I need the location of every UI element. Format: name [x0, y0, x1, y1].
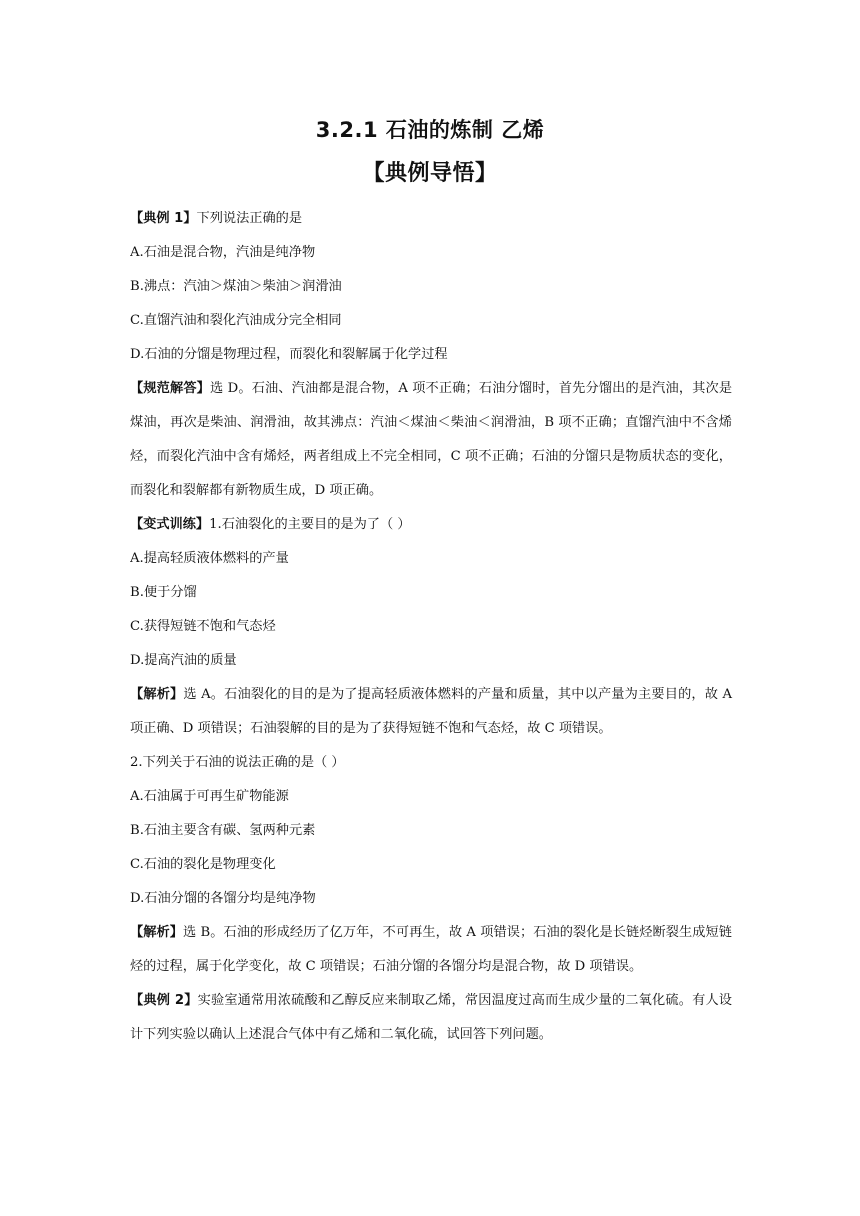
example-1-option-b: B.沸点：汽油＞煤油＞柴油＞润滑油 — [130, 279, 342, 294]
example-1-answer — [130, 372, 732, 508]
training-q2-analysis — [130, 916, 732, 984]
example-1-answer-label: 【规范解答】 — [130, 381, 210, 396]
training-q2-option-b: B.石油主要含有碳、氢两种元素 — [130, 823, 316, 838]
example-1-option-d: D.石油的分馏是物理过程，而裂化和裂解属于化学过程 — [130, 347, 448, 362]
training-label: 【变式训练】 — [130, 517, 210, 532]
training-q2-option-c: C.石油的裂化是物理变化 — [130, 857, 276, 872]
example-2-text — [130, 984, 732, 1052]
training-q1-analysis-label: 【解析】 — [130, 687, 184, 702]
example-2-body: 实验室通常用浓硫酸和乙醇反应来制取乙烯，常因温度过高而生成少量的二氧化硫。有人设计下列实验以确认上述混合气体中有乙烯和二氧化硫，试回答下列问题。 — [130, 993, 732, 1042]
training-q2-option-d: D.石油分馏的各馏分均是纯净物 — [130, 891, 316, 906]
training-q1-option-a: A.提高轻质液体燃料的产量 — [130, 551, 289, 566]
training-q1-question — [130, 508, 732, 542]
example-1-label: 【典例 1】 — [130, 211, 197, 226]
training-q1-option-b: B.便于分馏 — [130, 585, 197, 600]
training-q1-option-d: D.提高汽油的质量 — [130, 653, 237, 668]
training-q1-analysis — [130, 678, 732, 746]
training-q1-question-text: 1.石油裂化的主要目的是为了（ ） — [209, 517, 411, 532]
example-1-answer-text: 选 D。石油、汽油都是混合物，A 项不正确；石油分馏时，首先分馏出的是汽油，其次是煤油，再次是柴油、润滑油，故其沸点：汽油＜煤油＜柴油＜润滑油，B 项不正确；直馏汽油中不含烯烃，而裂化汽油中含有烯烃，两者组成上不完全相同，C 项不正确；石油的分馏只是物质状态的变化，而裂化和裂解都有新物质生成，D 项正确。 — [130, 381, 733, 498]
training-q2-option-a: A.石油属于可再生矿物能源 — [130, 789, 289, 804]
training-q2-question: 2.下列关于石油的说法正确的是（ ） — [130, 755, 345, 770]
example-1-question-text: 下列说法正确的是 — [196, 211, 303, 226]
example-1-option-a: A.石油是混合物，汽油是纯净物 — [130, 245, 316, 260]
training-q1-analysis-text: 选 A。石油裂化的目的是为了提高轻质液体燃料的产量和质量，其中以产量为主要目的，故 A 项正确、D 项错误；石油裂解的目的是为了获得短链不饱和气态烃，故 C 项错误。 — [130, 687, 732, 736]
example-2-label: 【典例 2】 — [130, 993, 198, 1008]
example-1-question — [130, 202, 732, 236]
document-title: 3.2.1 石油的炼制 乙烯 — [315, 118, 545, 142]
training-q2-analysis-label: 【解析】 — [130, 925, 184, 940]
document-body — [130, 202, 732, 1052]
training-q1-option-c: C.获得短链不饱和气态烃 — [130, 619, 276, 634]
section-heading: 【典例导悟】 — [362, 161, 498, 186]
example-1-option-c: C.直馏汽油和裂化汽油成分完全相同 — [130, 313, 342, 328]
training-q2-analysis-text: 选 B。石油的形成经历了亿万年，不可再生，故 A 项错误；石油的裂化是长链烃断裂生成短链烃的过程，属于化学变化，故 C 项错误；石油分馏的各馏分均是混合物，故 D 项错误。 — [130, 925, 732, 974]
